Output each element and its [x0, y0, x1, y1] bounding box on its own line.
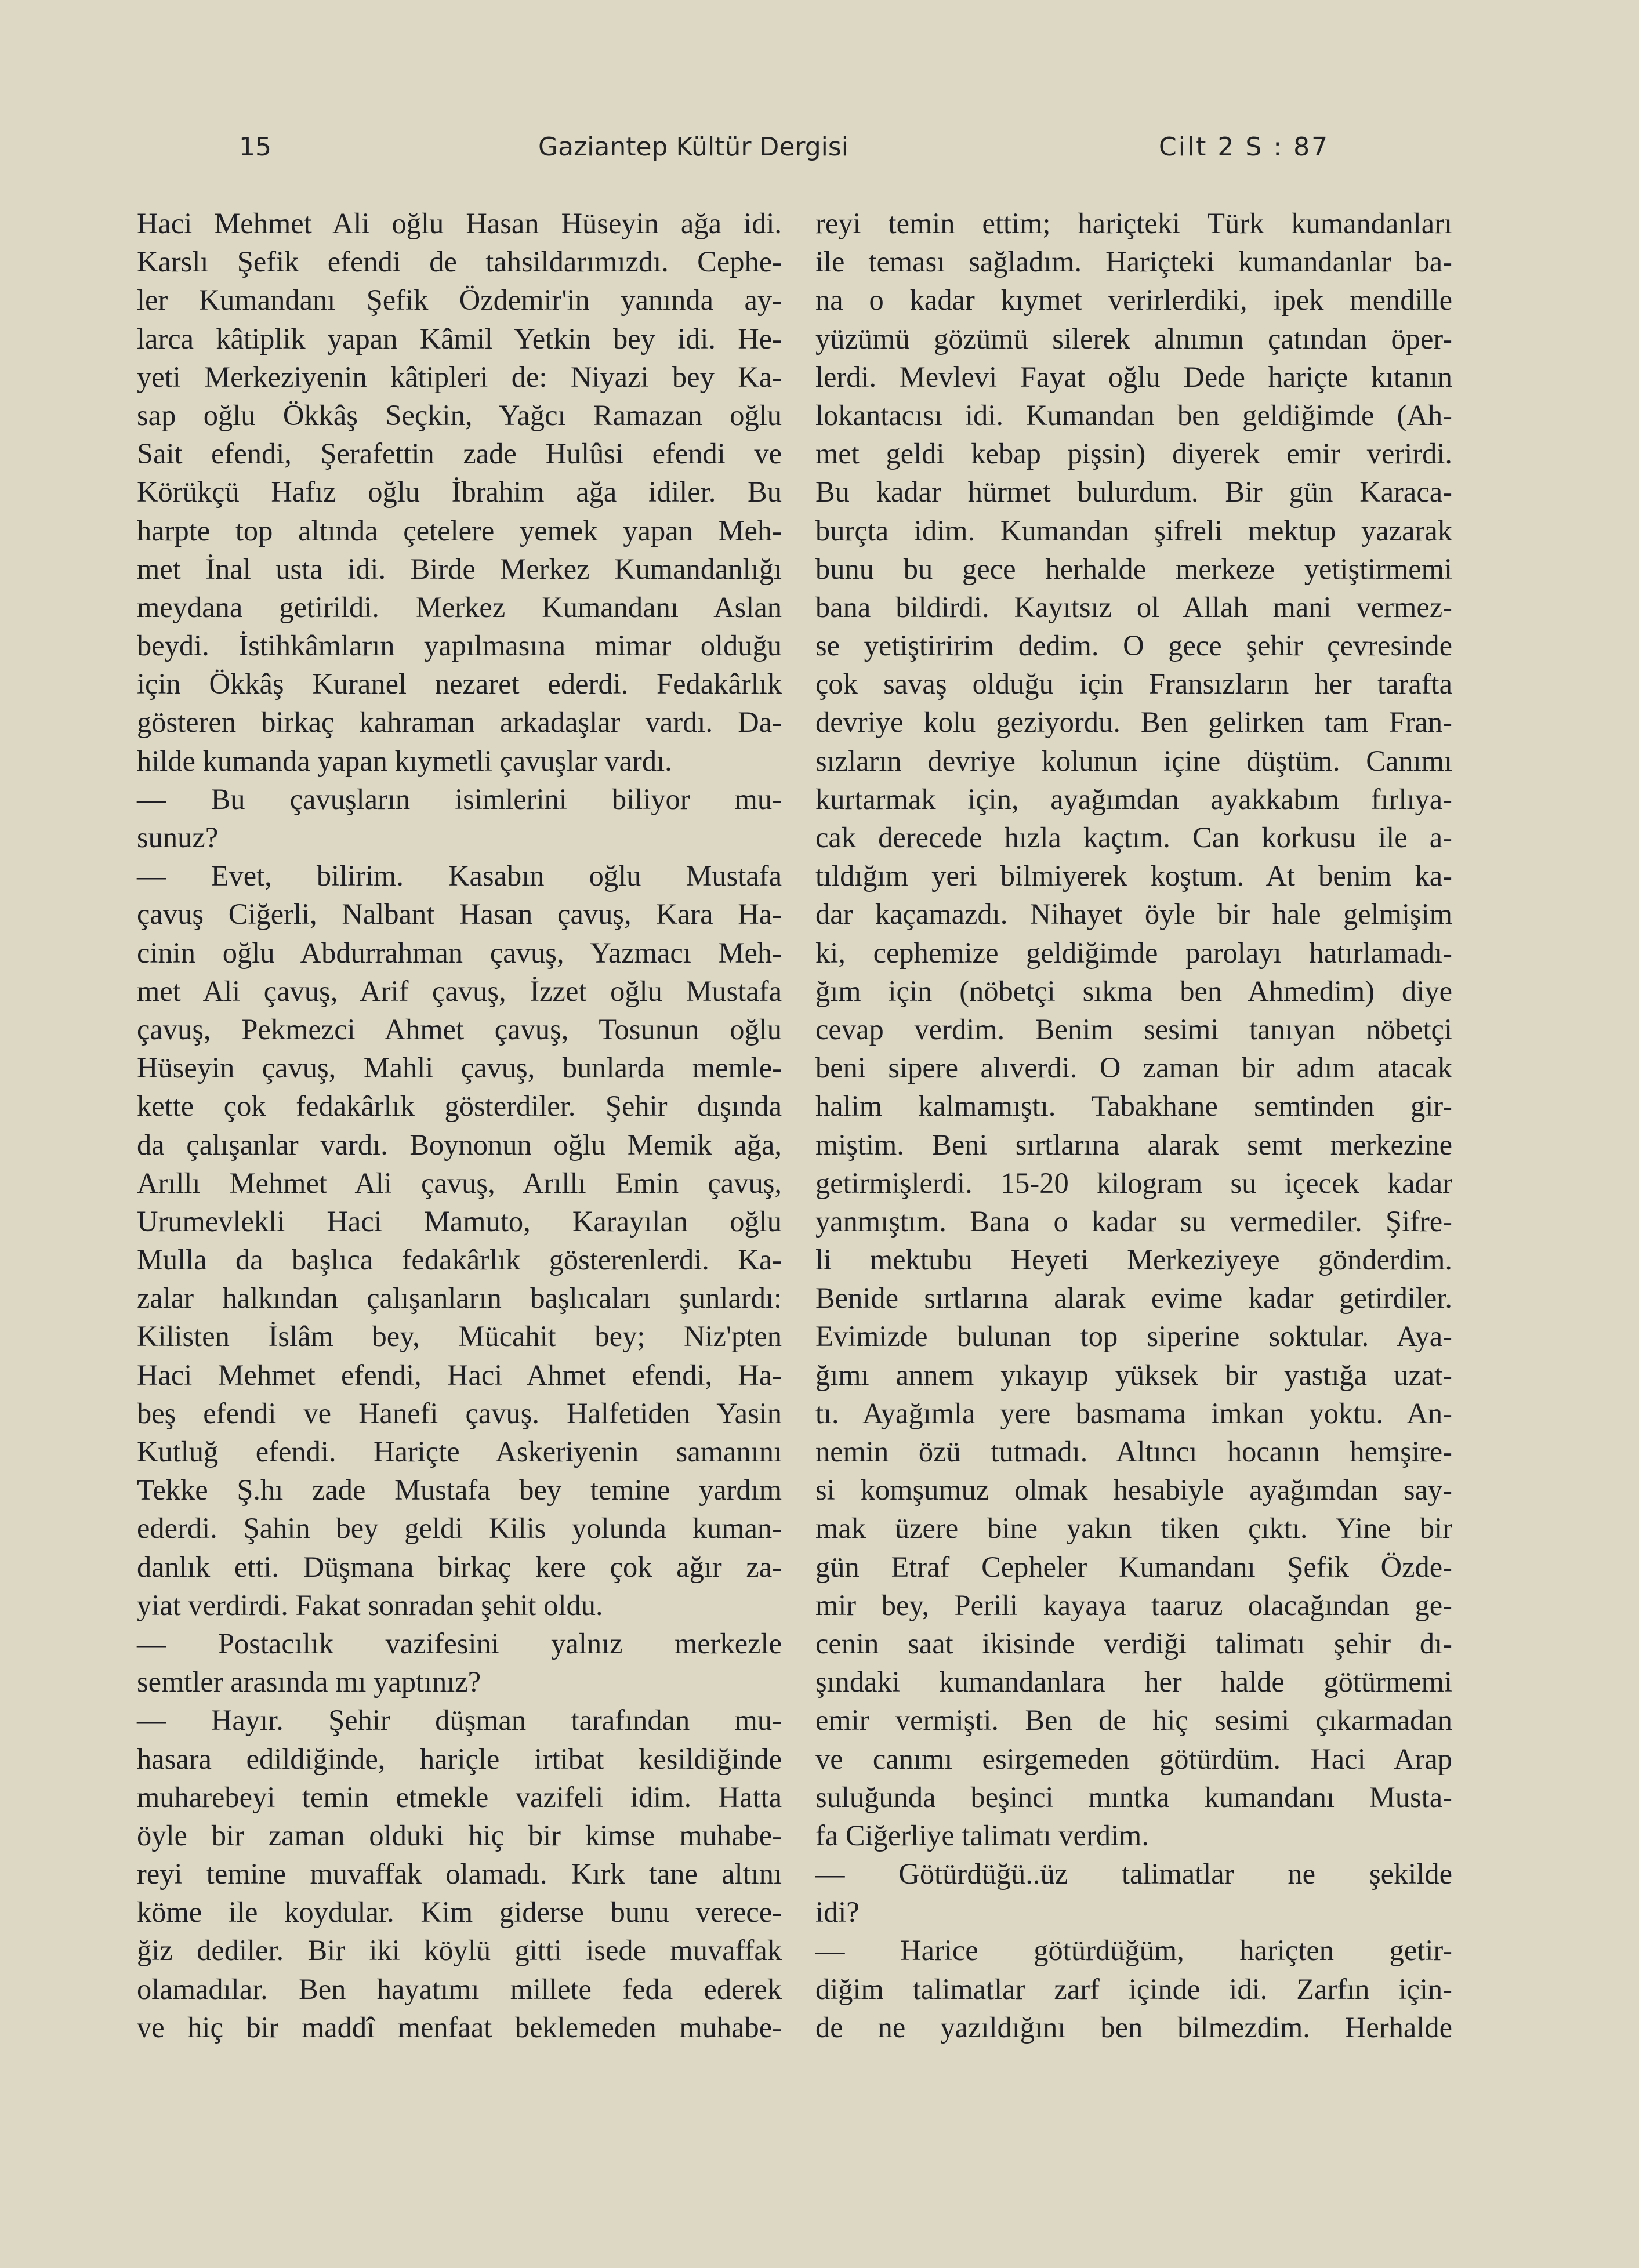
text-line: ğiz dediler. Bir iki köylü gitti isede muvaffak [137, 1934, 782, 1967]
text-line: ederdi. Şahin bey geldi Kilis yolunda kuman- [137, 1512, 782, 1545]
text-line: için Ökkâş Kuranel nezaret ederdi. Fedakârlık [137, 667, 782, 701]
right-column [815, 204, 1452, 2046]
text-line: na o kadar kıymet verirlerdiki, ipek mendille [815, 284, 1452, 317]
text-line: bunu bu gece herhalde merkeze yetiştirmemi [815, 552, 1452, 585]
text-line: sap oğlu Ökkâş Seçkin, Yağcı Ramazan oğlu [137, 398, 782, 431]
text-line: Sait efendi, Şerafettin zade Hulûsi efendi ve [137, 437, 782, 470]
text-line: Haci Mehmet Ali oğlu Hasan Hüseyin ağa idi. [137, 207, 782, 239]
text-line: öyle bir zaman olduki hiç bir kimse muhabe- [137, 1819, 782, 1852]
text-line: met Ali çavuş, Arif çavuş, İzzet oğlu Mustafa [137, 974, 782, 1007]
text-line: çavuş, Pekmezci Ahmet çavuş, Tosunun oğlu [137, 1013, 782, 1046]
text-line: kette çok fedakârlık gösterdiler. Şehir dışında [137, 1090, 782, 1123]
text-line: tıldığım yeri bilmiyerek koştum. At benim ka- [815, 859, 1452, 892]
text-line: idi? [815, 1896, 860, 1929]
left-column [137, 204, 782, 2046]
text-line: gün Etraf Cepheler Kumandanı Şefik Özde- [815, 1550, 1452, 1583]
text-line: yeti Merkeziyenin kâtipleri de: Niyazi bey Ka- [137, 360, 782, 393]
text-line: se yetiştiririm dedim. O gece şehir çevresinde [815, 629, 1452, 662]
journal-title: Gaziantep Kültür Dergisi [538, 132, 849, 162]
volume-issue: Cilt 2 S : 87 [1159, 132, 1330, 162]
text-line: olamadılar. Ben hayatımı millete feda ederek [137, 1972, 782, 2005]
text-line: Bu kadar hürmet bulurdum. Bir gün Karaca- [815, 476, 1452, 509]
text-line: — Götürdüğü..üz talimatlar ne şekilde [815, 1857, 1452, 1890]
text-line: kurtarmak için, ayağımdan ayakkabım fırlıya- [815, 782, 1452, 815]
text-line: nemin özü tutmadı. Altıncı hocanın hemşire- [815, 1435, 1452, 1468]
text-line: bana bildirdi. Kayıtsız ol Allah mani vermez- [815, 590, 1452, 623]
text-line: — Bu çavuşların isimlerini biliyor mu- [137, 782, 782, 815]
text-line: ki, cephemize geldiğimde parolayı hatırlamadı- [815, 936, 1452, 969]
text-line: fa Ciğerliye talimatı verdim. [815, 1819, 1149, 1852]
text-line: de ne yazıldığını ben bilmezdim. Herhalde [815, 2011, 1452, 2044]
text-line: — Harice götürdüğüm, hariçten getir- [815, 1934, 1452, 1967]
text-line: harpte top altında çetelere yemek yapan Meh- [137, 514, 782, 547]
text-line: reyi temine muvaffak olamadı. Kırk tane altını [137, 1857, 782, 1890]
text-line: ğım için (nöbetçi sıkma ben Ahmedim) diye [815, 974, 1452, 1007]
text-line: Mulla da başlıca fedakârlık gösterenlerdi. Ka- [137, 1243, 782, 1276]
text-line: Evimizde bulunan top siperine soktular. Aya- [815, 1320, 1452, 1353]
text-line: devriye kolu geziyordu. Ben gelirken tam Fran- [815, 706, 1452, 739]
text-line: met İnal usta idi. Birde Merkez Kumandanlığı [137, 552, 782, 585]
text-line: diğim talimatlar zarf içinde idi. Zarfın için- [815, 1972, 1452, 2005]
text-line: muharebeyi temin etmekle vazifeli idim. Hatta [137, 1780, 782, 1813]
text-line: Kutluğ efendi. Hariçte Askeriyenin samanını [137, 1435, 782, 1468]
text-line: çok savaş olduğu için Fransızların her tarafta [815, 667, 1452, 701]
text-line: tı. Ayağımla yere basmama imkan yoktu. An- [815, 1396, 1452, 1429]
text-line: halim kalmamıştı. Tabakhane semtinden gir- [815, 1090, 1452, 1123]
text-line: Arıllı Mehmet Ali çavuş, Arıllı Emin çavuş, [137, 1166, 782, 1199]
text-line: hasara edildiğinde, hariçle irtibat kesildiğinde [137, 1742, 782, 1775]
text-line: beş efendi ve Hanefi çavuş. Halfetiden Yasin [137, 1396, 782, 1429]
text-line: Kilisten İslâm bey, Mücahit bey; Niz'pten [137, 1320, 782, 1353]
text-line: Karslı Şefik efendi de tahsildarımızdı. Cephe- [137, 245, 782, 278]
text-line: yanmıştım. Bana o kadar su vermediler. Şifre- [815, 1204, 1452, 1238]
text-line: miştim. Beni sırtlarına alarak semt merkezine [815, 1128, 1452, 1161]
text-line: ğımı annem yıkayıp yüksek bir yastığa uzat- [815, 1358, 1452, 1391]
text-line: larca kâtiplik yapan Kâmil Yetkin bey idi. He- [137, 322, 782, 355]
text-line: suluğunda beşinci mıntka kumandanı Musta- [815, 1780, 1452, 1813]
text-line: ve canımı esirgemeden götürdüm. Haci Arap [815, 1742, 1452, 1775]
text-line: şındaki kumandanlara her halde götürmemi [815, 1665, 1452, 1699]
text-line: lerdi. Mevlevi Fayat oğlu Dede hariçte kıtanın [815, 360, 1452, 393]
text-line: si komşumuz olmak hesabiyle ayağımdan say- [815, 1474, 1452, 1507]
text-line: beydi. İstihkâmların yapılmasına mimar olduğu [137, 629, 782, 662]
page-number: 15 [239, 132, 271, 162]
text-line: Urumevlekli Haci Mamuto, Karayılan oğlu [137, 1204, 782, 1238]
text-line: yüzümü gözümü silerek alnımın çatından öper- [815, 322, 1452, 355]
text-line: met geldi kebap pişsin) diyerek emir verirdi. [815, 437, 1452, 470]
text-line: cevap verdim. Benim sesimi tanıyan nöbetçi [815, 1013, 1452, 1046]
text-line: cinin oğlu Abdurrahman çavuş, Yazmacı Meh- [137, 936, 782, 969]
text-line: getirmişlerdi. 15-20 kilogram su içecek kadar [815, 1166, 1452, 1199]
text-line: li mektubu Heyeti Merkeziyeye gönderdim. [815, 1243, 1452, 1276]
text-line: mak üzere bine yakın tiken çıktı. Yine bir [815, 1512, 1452, 1545]
text-line: — Hayır. Şehir düşman tarafından mu- [137, 1704, 782, 1737]
text-line: cak derecede hızla kaçtım. Can korkusu ile a- [815, 821, 1452, 854]
text-line: sunuz? [137, 821, 219, 854]
text-line: da çalışanlar vardı. Boynonun oğlu Memik ağa, [137, 1128, 782, 1161]
text-line: Körükçü Hafız oğlu İbrahim ağa idiler. Bu [137, 476, 782, 509]
text-line: köme ile koydular. Kim giderse bunu verece- [137, 1896, 782, 1929]
text-line: hilde kumanda yapan kıymetli çavuşlar vardı. [137, 744, 672, 777]
text-line: Hüseyin çavuş, Mahli çavuş, bunlarda memle- [137, 1051, 782, 1084]
text-line: sızların devriye kolunun içine düştüm. Canımı [815, 744, 1452, 777]
text-line: Tekke Ş.hı zade Mustafa bey temine yardım [137, 1474, 782, 1507]
text-line: — Evet, bilirim. Kasabın oğlu Mustafa [137, 859, 782, 892]
text-line: mir bey, Perili kayaya taaruz olacağından ge- [815, 1588, 1452, 1621]
text-line: yiat verdirdi. Fakat sonradan şehit oldu. [137, 1588, 603, 1621]
text-line: Haci Mehmet efendi, Haci Ahmet efendi, Ha- [137, 1358, 782, 1391]
text-line: semtler arasında mı yaptınız? [137, 1665, 481, 1699]
text-line: zalar halkından çalışanların başlıcaları şunlardı: [137, 1282, 782, 1315]
text-line: Benide sırtlarına alarak evime kadar getirdiler. [815, 1282, 1452, 1315]
text-line: çavuş Ciğerli, Nalbant Hasan çavuş, Kara Ha- [137, 898, 782, 931]
text-line: meydana getirildi. Merkez Kumandanı Aslan [137, 590, 782, 623]
text-line: ile teması sağladım. Hariçteki kumandanlar ba- [815, 245, 1452, 278]
text-line: dar kaçamazdı. Nihayet öyle bir hale gelmişim [815, 898, 1452, 931]
text-line: burçta idim. Kumandan şifreli mektup yazarak [815, 514, 1452, 547]
text-line: — Postacılık vazifesini yalnız merkezle [137, 1627, 782, 1660]
running-header [0, 132, 1639, 173]
text-line: cenin saat ikisinde verdiği talimatı şehir dı- [815, 1627, 1452, 1660]
text-line: lokantacısı idi. Kumandan ben geldiğimde (Ah- [815, 398, 1452, 431]
text-line: danlık etti. Düşmana birkaç kere çok ağır za- [137, 1550, 782, 1583]
text-line: emir vermişti. Ben de hiç sesimi çıkarmadan [815, 1704, 1452, 1737]
text-line: gösteren birkaç kahraman arkadaşlar vardı. Da- [137, 706, 782, 739]
text-line: beni sipere alıverdi. O zaman bir adım atacak [815, 1051, 1452, 1084]
text-line: ler Kumandanı Şefik Özdemir'in yanında ay- [137, 284, 782, 317]
text-line: ve hiç bir maddî menfaat beklemeden muhabe- [137, 2011, 782, 2044]
text-line: reyi temin ettim; hariçteki Türk kumandanları [815, 207, 1452, 239]
